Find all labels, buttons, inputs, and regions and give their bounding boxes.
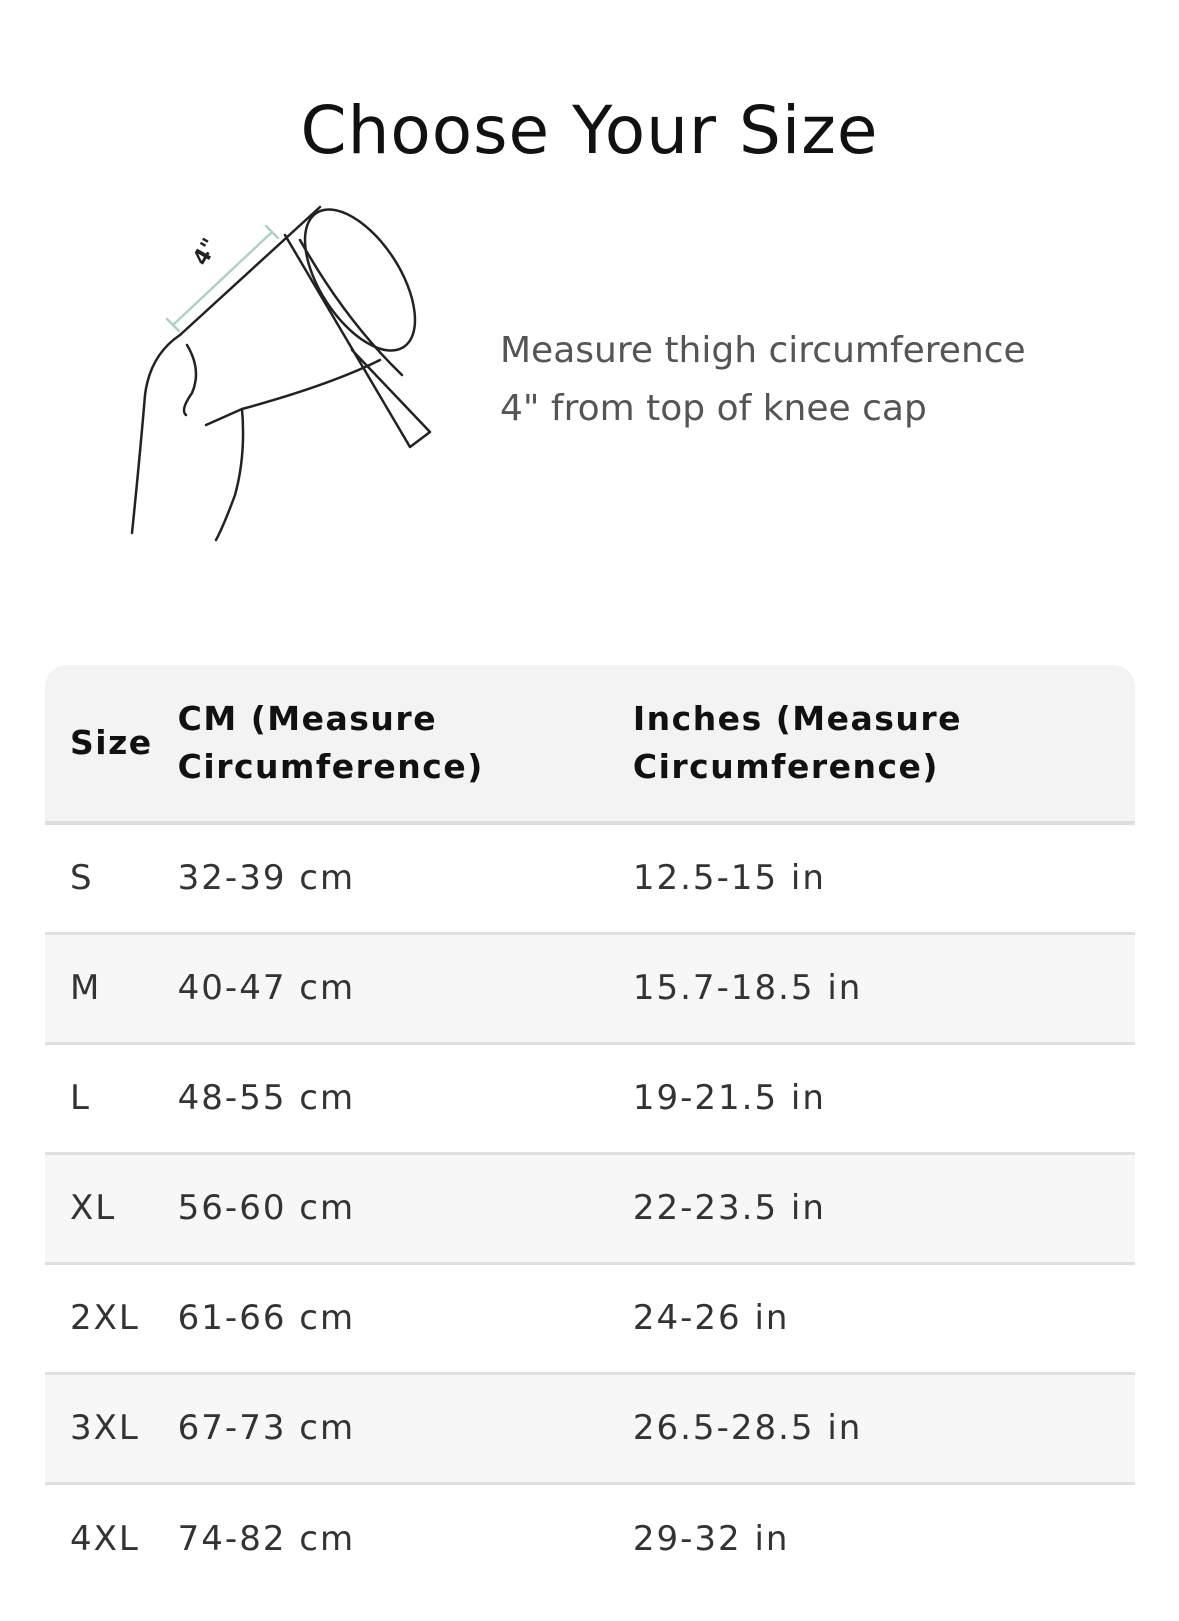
cell-cm: 56-60 cm <box>153 1153 608 1263</box>
instruction-line-2: 4" from top of knee cap <box>500 388 927 429</box>
cell-inches: 22-23.5 in <box>608 1153 1135 1263</box>
size-chart-table <box>45 665 1135 1593</box>
cell-inches: 26.5-28.5 in <box>608 1373 1135 1483</box>
table-row <box>45 1153 1135 1263</box>
header-size: Size <box>45 665 153 823</box>
table-header-row <box>45 665 1135 823</box>
knee-thigh-measurement-illustration <box>120 195 460 565</box>
cell-size: 2XL <box>45 1263 153 1373</box>
cell-cm: 40-47 cm <box>153 933 608 1043</box>
cell-size: 4XL <box>70 1518 140 1559</box>
header-inches: Inches (Measure Circumference) <box>608 665 1135 823</box>
cell-cm: 61-66 cm <box>153 1263 608 1373</box>
header-cm: CM (Measure Circumference) <box>153 665 608 823</box>
table-row <box>45 823 1135 933</box>
cell-size: L <box>45 1043 153 1153</box>
table-row <box>45 933 1135 1043</box>
measure-distance-label: 4" <box>188 234 224 270</box>
cell-inches: 19-21.5 in <box>608 1043 1135 1153</box>
table-row <box>45 1373 1135 1483</box>
cell-inches: 12.5-15 in <box>608 823 1135 933</box>
measure-instruction <box>500 322 1160 438</box>
cell-cm: 32-39 cm <box>153 823 608 933</box>
cell-inches: 29-32 in <box>632 1518 790 1559</box>
cell-size: XL <box>45 1153 153 1263</box>
cell-inches: 24-26 in <box>608 1263 1135 1373</box>
cell-cm: 48-55 cm <box>153 1043 608 1153</box>
table-row <box>45 1043 1135 1153</box>
cell-cm: 74-82 cm <box>177 1518 356 1559</box>
table-row <box>45 1483 1135 1593</box>
cell-size: M <box>45 933 153 1043</box>
page-title: Choose Your Size <box>300 92 879 170</box>
cell-size: 3XL <box>45 1373 153 1483</box>
cell-cm: 67-73 cm <box>153 1373 608 1483</box>
cell-inches: 15.7-18.5 in <box>608 933 1135 1043</box>
instruction-line-1: Measure thigh circumference <box>500 330 1026 371</box>
table-row <box>45 1263 1135 1373</box>
cell-size: S <box>45 823 153 933</box>
